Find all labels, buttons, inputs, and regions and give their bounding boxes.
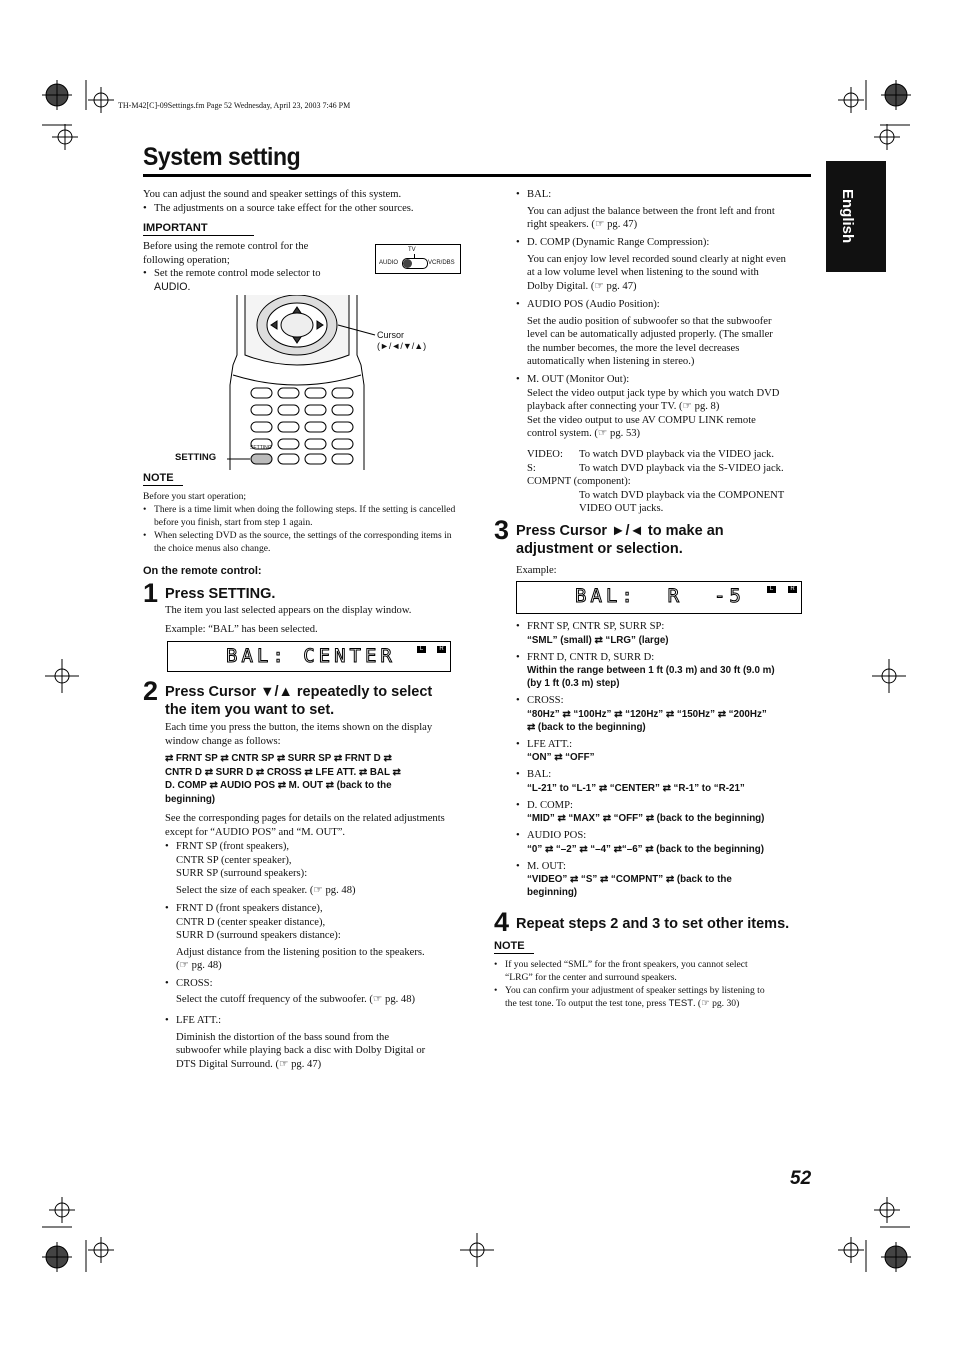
step3-item [516,829,821,856]
note2-b2-post: . (☞ pg. 30) [693,998,740,1009]
step3-item-val: “SML” (small) ⇄ “LRG” (large) [527,634,669,646]
step3-item-name: • FRNT SP, CNTR SP, SURR SP: [527,621,665,632]
remote-illustration [170,295,470,470]
mout-opt-video-val: To watch DVD playback via the VIDEO jack. [579,449,774,460]
note1 [143,472,463,486]
test-key: TEST [668,998,694,1009]
lfe-name: • LFE ATT.: [176,1015,222,1026]
dist-desc-2: (☞ pg. 48) [176,960,222,971]
step2-seq-4: beginning) [165,793,216,805]
step3-item-name: • BAL: [527,769,552,780]
selector-switch[interactable] [402,258,428,269]
important-text: Before using the remote control for the following operation; [143,241,309,266]
intro-text: You can adjust the sound and speaker settings of this system. [143,189,402,200]
note1-body [143,490,463,555]
step3-item-val: (by 1 ft (0.3 m) step) [527,678,620,689]
cursor-label-group [377,330,426,352]
frnt-name-3: SURR SP (surround speakers): [176,868,308,879]
page-title: System setting [143,143,301,171]
step3-item-val: ⇄ (back to the beginning) [527,721,646,733]
mout-desc-3: Set the video output to use AV COMPU LINK remote [527,414,756,426]
step1-number: 1 [143,578,159,608]
mout-opt-compnt-val-2: VIDEO OUT jacks. [579,503,664,514]
note2 [494,940,814,954]
frnt-name-2: CNTR SP (center speaker), [176,854,292,866]
note2-b2-pre: the test tone. To output the test tone, press [505,998,667,1009]
step3-item-val: Within the range between 1 ft (0.3 m) and 30 ft (9.0 m) [527,665,775,676]
item-bal [516,188,816,232]
bal-desc-1: You can adjust the balance between the front left and front [527,205,775,217]
selector-audio-label: AUDIO [379,260,399,266]
step3-item-val: “ON” ⇄ “OFF” [527,752,595,763]
step3-display-text: BAL: R -5 [575,585,745,607]
step3-item [516,768,821,795]
language-tab [826,161,886,272]
selector-tv-label: TV [408,247,416,253]
step2-item-lfe [165,1014,465,1071]
item-audiopos [516,298,816,369]
important-bullet: • Set the remote control mode selector to AUDIO. [143,267,343,294]
step2-seq-3: D. COMP ⇄ AUDIO POS ⇄ M. OUT ⇄ (back to the [165,780,392,791]
cross-name: • CROSS: [176,978,213,989]
lfe-desc-1: Diminish the distortion of the bass sound from the [176,1031,390,1043]
step3-item-name: • CROSS: [527,695,564,706]
item-dcomp [516,236,816,293]
note1-bullet-2: • When selecting DVD as the source, the settings of the corresponding items in the choice menus also change. [143,529,463,555]
step2-seq-1: ⇄ FRNT SP ⇄ CNTR SP ⇄ SURR SP ⇄ FRNT D ⇄ [165,753,392,764]
dcomp-desc-2: at a low volume level when listening to the sound with [527,267,759,278]
step3-item-name: • LFE ATT.: [527,738,573,750]
step3-title-l1: Press Cursor ►/◄ to make an [516,523,724,539]
intro-bullet: • The adjustments on a source take effect for the other sources. [143,202,463,216]
step3-item-name: • M. OUT: [527,860,566,872]
step2-item-frnt [165,840,465,897]
note2-b1-l2: “LRG” for the center and surround speakers. [505,972,677,983]
step2-title-l2: the item you want to set. [165,702,335,718]
dcomp-desc-3: Dolby Digital. (☞ pg. 47) [527,280,637,292]
step3-ind-l: L [767,586,776,593]
selector-tick [414,254,415,259]
step3-item [516,738,821,765]
mout-name: • M. OUT (Monitor Out): [527,374,630,385]
audiopos-desc-1: Set the audio position of subwoofer so that the subwoofer [527,315,772,327]
note2-bullet-2 [494,984,816,1010]
step3-item-name: • AUDIO POS: [527,830,587,841]
step1-ind-l: L [417,646,426,653]
language-tab-label: English [839,189,856,244]
mout-options [527,448,817,516]
step2-text: Each time you press the button, the items shown on the display window change as follows: [165,722,433,747]
lfe-desc-3: DTS Digital Surround. (☞ pg. 47) [176,1058,322,1070]
audiopos-name: • AUDIO POS (Audio Position): [527,299,660,310]
mout-opt-compnt-val-1: To watch DVD playback via the COMPONENT [579,489,785,501]
step3-display [516,581,802,614]
lfe-desc-2: subwoofer while playing back a disc with Dolby Digital or [176,1045,426,1056]
step4-title: Repeat steps 2 and 3 to set other items. [516,916,790,932]
mout-desc-4: control system. (☞ pg. 53) [527,428,641,439]
note2-b1-l1: • If you selected “SML” for the front speakers, you cannot select [505,959,748,970]
step2-seq-2: CNTR D ⇄ SURR D ⇄ CROSS ⇄ LFE ATT. ⇄ BAL ⇄ [165,766,401,778]
dcomp-name: • D. COMP (Dynamic Range Compression): [527,237,710,248]
step3-item-val: “80Hz” ⇄ “100Hz” ⇄ “120Hz” ⇄ “150Hz” ⇄ “200Hz” [527,708,767,720]
step3-item-val: beginning) [527,887,578,898]
file-info: TH-M42[C]-09Settings.fm Page 52 Wednesday, April 23, 2003 7:46 PM [118,101,351,110]
note2-body [494,958,816,1010]
intro [143,188,463,215]
mode-selector[interactable] [375,244,461,274]
bal-name: • BAL: [527,189,552,200]
step1-example: Example: “BAL” has been selected. [165,624,318,635]
cursor-keys: (►/◄/▼/▲) [377,341,427,351]
dist-name-3: SURR D (surround speakers distance): [176,930,341,941]
step3-item [516,860,821,900]
mout-desc-2: playback after connecting your TV. (☞ pg. 8) [527,401,720,412]
note2-bullet-1 [494,958,816,984]
step1-display-text: BAL: CENTER [226,645,396,667]
mout-opt-s-val: To watch DVD playback via the S-VIDEO jack. [579,462,784,474]
mout-opt-video-key: VIDEO: [527,449,563,460]
step3-item-val: “0” ⇄ “–2” ⇄ “–4” ⇄“–6” ⇄ (back to the beginning) [527,843,764,855]
step2-see-pages: See the corresponding pages for details on the related adjustments except for “AUDIO POS” and “M. OUT”. [165,813,445,838]
step2-number: 2 [143,676,159,706]
note2-b2-l1: • You can confirm your adjustment of speaker settings by listening to [505,985,765,996]
step3-ind-r: R [788,586,797,593]
setting-button[interactable]: SETTING [250,445,272,451]
important-heading-wrap [143,222,254,236]
step1-text: The item you last selected appears on the display window. [165,605,412,616]
frnt-desc: Select the size of each speaker. (☞ pg. 48) [176,884,356,896]
note2-heading: NOTE [494,940,534,954]
mout-opt-s-key: S: [527,462,536,474]
step2-title-l1: Press Cursor ▼/▲ repeatedly to select [165,684,433,700]
on-remote-heading: On the remote control: [143,565,262,577]
note1-heading: NOTE [143,472,183,486]
dist-name-2: CNTR D (center speaker distance), [176,916,326,928]
step1-ind-r: R [437,646,446,653]
step2-sequence [165,752,465,806]
frnt-name-1: • FRNT SP (front speakers), [176,841,289,852]
step3-title-l2: adjustment or selection. [516,541,683,557]
step3-list [516,620,821,903]
step3-title [516,522,816,558]
step3-item-name: • D. COMP: [527,799,573,811]
title-rule [143,174,811,177]
page-number: 52 [790,1168,812,1189]
step1-title: Press SETTING. [165,586,276,602]
cross-desc: Select the cutoff frequency of the subwoofer. (☞ pg. 48) [176,993,416,1005]
step3-item-val: “VIDEO” ⇄ “S” ⇄ “COMPNT” ⇄ (back to the [527,874,732,885]
step3-item-name: • FRNT D, CNTR D, SURR D: [527,651,655,663]
step2-item-dist [165,902,465,973]
cursor-label: Cursor [377,330,405,340]
step3-item-val: “L-21” to “L-1” ⇄ “CENTER” ⇄ “R-1” to “R-21” [527,782,745,794]
item-mout [516,373,816,441]
note1-bullet-1: • There is a time limit when doing the following steps. If the setting is cancelled before you finish, start from step 1 again. [143,503,463,529]
step3-number: 3 [494,515,510,545]
step3-item [516,651,821,691]
mout-desc-1: Select the video output jack type by which you watch DVD [527,387,780,399]
important-heading: IMPORTANT [143,222,254,236]
audiopos-desc-2: level can be automatically adjusted properly. (The smaller [527,329,773,340]
step2-item-cross [165,977,465,1006]
note1-text: Before you start operation; [143,491,247,502]
step2-title [165,683,465,719]
audiopos-desc-3: the number becomes, the more the level decreases [527,342,740,354]
step3-item [516,620,821,647]
step3-item-val: “MID” ⇄ “MAX” ⇄ “OFF” ⇄ (back to the beginning) [527,813,765,824]
important-bullet-text: Set the remote control mode selector to [154,268,321,279]
step3-item [516,799,821,826]
bal-desc-2: right speakers. (☞ pg. 47) [527,219,638,230]
selector-vcr-label: VCR/DBS [428,260,455,266]
dcomp-desc-1: You can enjoy low level recorded sound clearly at night even [527,253,786,265]
audio-key: AUDIO [154,280,188,293]
mout-opt-compnt-key: COMPNT (component): [527,476,631,487]
setting-label: SETTING [175,452,217,463]
dist-name-1: • FRNT D (front speakers distance), [176,903,323,914]
important-body [143,240,343,294]
dist-desc-1: Adjust distance from the listening position to the speakers. [176,946,425,958]
step4-number: 4 [494,907,510,937]
step3-example: Example: [516,565,557,576]
step3-item [516,694,821,734]
audiopos-desc-4: automatically when listening in stereo.) [527,356,695,367]
step1-display [167,641,451,672]
